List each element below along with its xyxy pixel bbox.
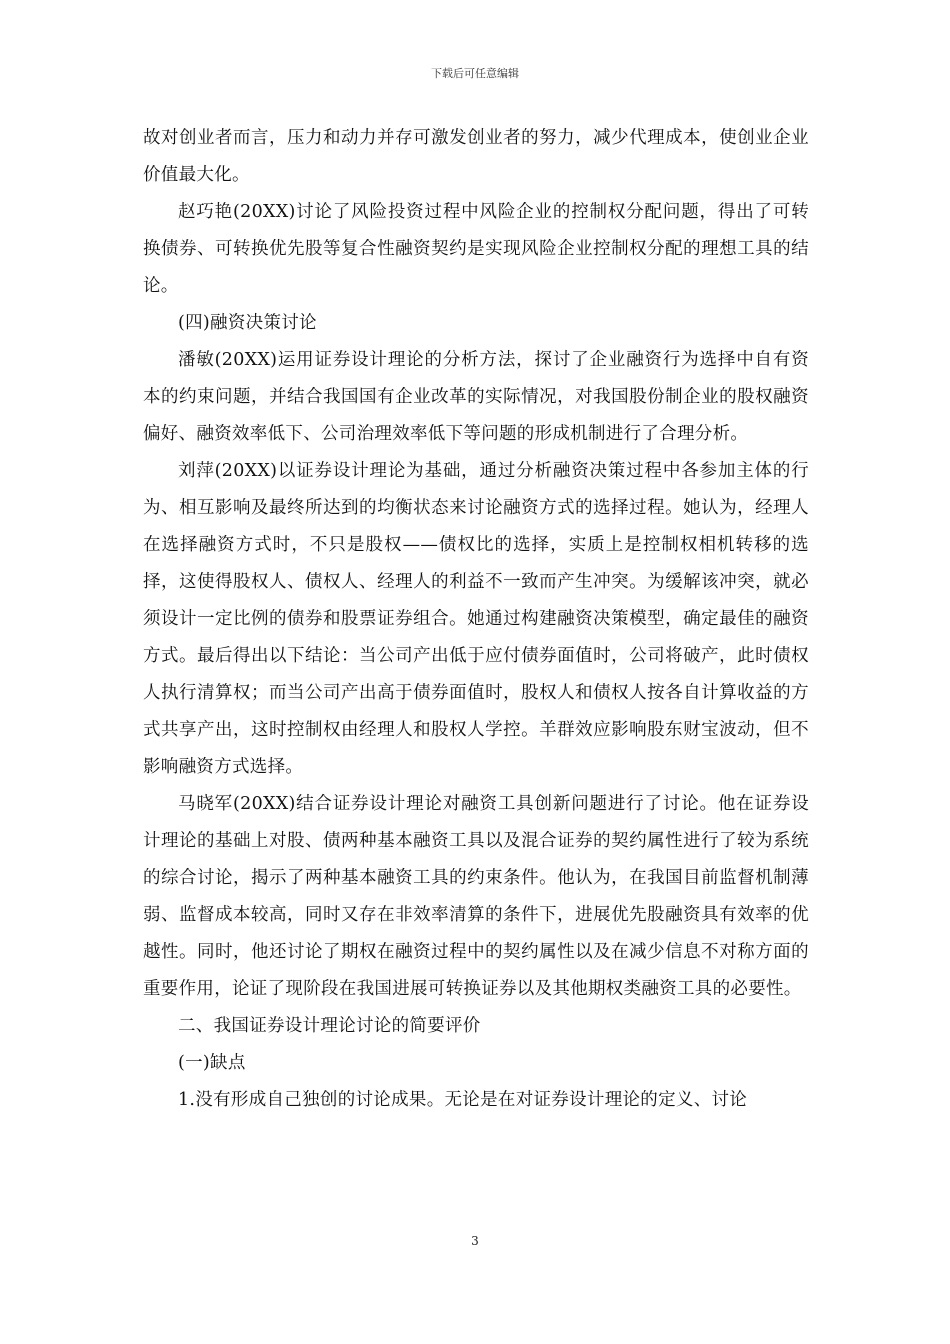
paragraph: 潘敏(20XX)运用证券设计理论的分析方法，探讨了企业融资行为选择中自有资本的约束问题，并结合我国国有企业改革的实际情况，对我国股份制企业的股权融资偏好、融资效率低下、公司治理效率低下等问题的形成机制进行了合理分析。 [143, 350, 809, 444]
section-heading: 二、我国证券设计理论讨论的简要评价 [178, 1016, 481, 1036]
paragraph: 赵巧艳(20XX)讨论了风险投资过程中风险企业的控制权分配问题，得出了可转换债券、可转换优先股等复合性融资契约是实现风险企业控制权分配的理想工具的结论。 [143, 202, 809, 296]
paragraph: 1.没有形成自己独创的讨论成果。无论是在对证券设计理论的定义、讨论 [178, 1090, 748, 1110]
paragraph: 故对创业者而言，压力和动力并存可激发创业者的努力，减少代理成本，使创业企业价值最大化。 [143, 128, 809, 185]
page-number: 3 [471, 1234, 479, 1248]
section-heading: (四)融资决策讨论 [178, 313, 317, 333]
subsection-heading: (一)缺点 [178, 1053, 246, 1073]
page-header: 下载后可任意编辑 [431, 67, 519, 80]
paragraph: 刘萍(20XX)以证券设计理论为基础，通过分析融资决策过程中各参加主体的行为、相互影响及最终所达到的均衡状态来讨论融资方式的选择过程。她认为，经理人在选择融资方式时，不只是股权——债权比的选择，实质上是控制权相机转移的选择，这使得股权人、债权人、经理人的利益不一致而产生冲突。为缓解该冲突，就必须设计一定比例的债券和股票证券组合。她通过构建融资决策模型，确定最佳的融资方式。最后得出以下结论：当公司产出低于应付债券面值时，公司将破产，此时债权人执行清算权；而当公司产出高于债券面值时，股权人和债权人按各自计算收益的方式共享产出，这时控制权由经理人和股权人学控。羊群效应影响股东财宝波动，但不影响融资方式选择。 [143, 461, 809, 777]
paragraph: 马晓军(20XX)结合证券设计理论对融资工具创新问题进行了讨论。他在证券设计理论的基础上对股、债两种基本融资工具以及混合证券的契约属性进行了较为系统的综合讨论，揭示了两种基本融资工具的约束条件。他认为，在我国目前监督机制薄弱、监督成本较高，同时又存在非效率清算的条件下，进展优先股融资具有效率的优越性。同时，他还讨论了期权在融资过程中的契约属性以及在减少信息不对称方面的重要作用，论证了现阶段在我国进展可转换证券以及其他期权类融资工具的必要性。 [143, 794, 809, 999]
document-body [143, 120, 809, 1119]
